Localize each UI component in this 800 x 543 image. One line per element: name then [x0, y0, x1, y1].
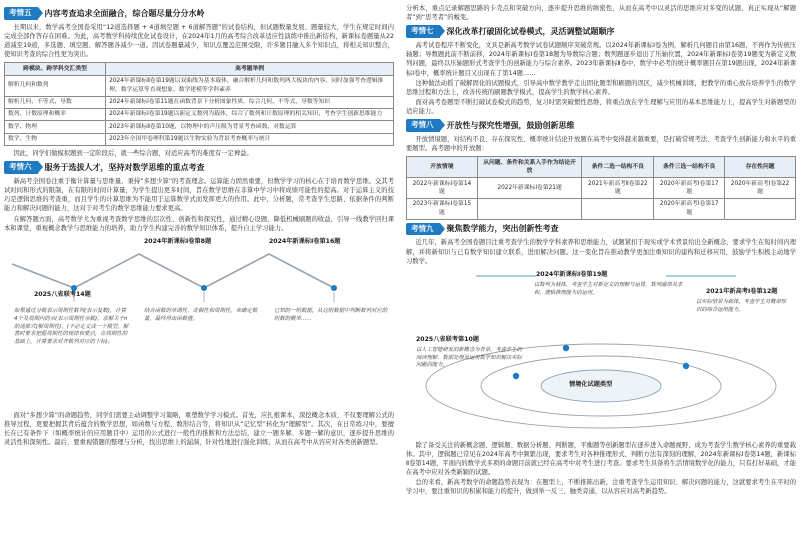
section-header-9 [406, 223, 796, 236]
table-row [5, 133, 394, 145]
diagram-note: 以人工智能研发的新概念为背景，考查学生的阅读理解、数据处理及运用数学知识解决实际问题的能力。 [416, 346, 522, 369]
table-cell: 解析几何和数列 [5, 75, 106, 96]
table-cell [725, 198, 796, 219]
table-row [407, 178, 796, 199]
paragraph: 除了备受关注的新概念题、逻辑题、数据分析题、判断题，平衡题等创新题型在逐步进入命题视野，成为考查学生数学核心素养的重要载体。其中，逻辑题已常见在2024年高考中频繁出现，要求考生对各种推理形式、判断方法有深刻的理解，2024年新课标Ⅰ卷第14题，新课标Ⅱ卷第14题，平面内的数学式多项的命题目前就已经在高考中对考生进行考查。要求考生具备将生活情境数学化的能力，只有打好基础，才能在高考中应对各类新颖的试题。 [406, 441, 796, 477]
table-header: 条件三选一结构不良 [654, 157, 725, 178]
table-cell: 2024年新课标Ⅱ卷第19题以双曲线为基本载体，融合解析几何和数列两大板块的内容，同时加强考查逻辑推理、数学运算等直观想象、数学建模等学科素养 [106, 75, 394, 96]
table-cell: 2022年新课标Ⅰ卷第21题 [477, 178, 582, 199]
right-column [406, 4, 796, 540]
section-tag: 考情九 [406, 223, 440, 236]
section-header-8 [406, 119, 796, 132]
paragraph: 分析本，重点记录解题思路的卡壳点和突破方向，逐步提升思维的缜密性，从而在高考中以灵活的思维应对多变的试题，真正实现从“解题者”到“思考者”的蜕变。 [406, 5, 796, 22]
diagram-label: 2024年新课标Ⅰ卷第19题 [536, 270, 608, 278]
paragraph: 在解答题方面，高考数学尤为重视考查数学思维的层次性、创新性和探究性，通过精心设题，降低机械刷题的收益，引导一线教学回归课本和课堂，重视概念教学与思维能力的培养，助力学生构建完善的数学知识体系，提升自主学习能力。 [4, 215, 394, 232]
paragraph: 这种做法动摇了破解固化的试题模式，引导高中数学教学走出固化题型和刷题的误区，减少机械训练，把教学的重心放在培养学生的数学思维过程和方法上，改善传统的刷题教学模式，提高学生的数学核心素养。 [406, 79, 796, 96]
diagram-note: 如果通过分数表示周期性数列(表示复数)，计算4个及周期内的余(表示周期性余数)，求解关于n的递推式(解周期性)，(不必定义成一个模型，解答时要求把握周期性的规律和要点，在周期性的基础上，计算要求对齐数列对应的下标)。 [14, 307, 129, 346]
section-header-5 [4, 7, 394, 20]
diagram-node [513, 373, 519, 379]
table-cell: 2020年新高考Ⅰ卷第17题 [654, 198, 725, 219]
paragraph: 高考试卷程序不断变化，文具是新高考数学试卷试题顺序突破常规。以2024年新课标Ⅰ卷为例，解析几何题目由第16题，不再作为传统压轴题；导数题此前不断前移，2024年新课标Ⅰ卷第18题为导数综合题；数列题逐步退出了压轴位置，2024年新课标Ⅰ卷第19题变为新定义数列问题，最终以压轴题形式考查学生的创新能力与综合素养。2023年新课标Ⅱ卷中，数学中必考的统计概率题目在第19题出现，2024年新课标Ⅰ卷中，概率统计题目又出现在了第14题…… [406, 42, 796, 77]
section-title: 深化改革打破固化试卷模式，灵活调整试题顺序 [446, 26, 615, 36]
question-type-diagram [406, 268, 796, 438]
section-title: 开放性与探究性增强，鼓励创新思维 [446, 120, 575, 130]
diagram-label: 2021年新高考Ⅰ卷第12题 [706, 287, 778, 295]
table-header: 高考题举例 [106, 63, 394, 75]
paragraph: 近几年，新高考全国卷题目注重考查学生的数学学科素养和思维能力，试题紧扣于现实或学术背景给出全新概念，要求学生在短时间内理解，并将新知识与已有数学知识建立联系，进而解决问题。这一变化旨在推动教学更加注重知识的建构和迁移应用，鼓励学生积极主动地学习数学。 [406, 239, 796, 265]
table-header: 存在性问题 [725, 157, 796, 178]
paragraph: 面对“多想少算”的命题趋势，同学们需要主动调整学习策略，重塑数学学习模式。首先，应扎根课本，深挖概念本质，不仅要理解公式的推导过程，更要把握其背后蕴含的数学思想，如函数与方程、数形结合等，将知识从“记忆型”转化为“理解型”。其次，在日常练习中，要擅长在已有条件下（如概率统计的应用题目中）运用的公式进行一般性的推断和方法总结，建立一题多解、多题一解的意识，逐步提升思维的灵活性和深刻性。最后，要重视错题的整理与分析，找出思维上的漏洞，针对性地进行强化训练，从而在高考中从容应对各类创新题型。 [4, 411, 394, 447]
table-cell: 2020年新高考Ⅰ卷第22题 [725, 178, 796, 199]
table-cell: 2024年新课标Ⅰ卷第11题在函数背景下分析图象性质，综合几何、不等式、导数等知识 [106, 96, 394, 108]
diagram-center-label: 情境化试题类型 [569, 380, 613, 388]
diagram-label: 2024年新课标Ⅰ卷第16题 [269, 237, 341, 245]
section-tag: 考情五 [4, 7, 38, 20]
diagram-label: 2024年新课标Ⅰ卷第8题 [144, 237, 212, 245]
table-cell: 解析几何、不等式、导数 [5, 96, 106, 108]
table-header: 从问题、条件和关系入手作为结论开放 [477, 157, 582, 178]
paragraph: 新高考全国卷注重于衡计算量与思维量，秉持“多想少算”的考查理念。运算能力固然重要，但数学学习的核心在于培育数学思维。交其考试时间和形式的限制，在有限的时间计算量，为学生提出更多时间，旨在数学思维在非算中学习中将成绩可能性的提高。对于运算主义的技巧是逻辑思维的考查重，而且学生的计算思维为不能用于运算数学式而发挥更大的作用。此中，分析题，常考查学生思路、依据条件的判断能力和解决问题的能力，这对于对考生的数学思维能力要求更高。 [4, 178, 394, 213]
table-cell: 2021年新高考Ⅱ卷第22题 [582, 178, 654, 199]
diagram-label: 2025八省联考14题 [34, 290, 91, 298]
section-header-7 [406, 25, 796, 38]
section-title: 服务于选拔人才，坚持对数学思维的重点考查 [44, 162, 205, 172]
table-header: 跨模块、跨学科交汇类型 [5, 63, 106, 75]
section-tag: 考情八 [406, 119, 440, 132]
diagram-label: 2025八省联考第10题 [416, 335, 479, 343]
diagram-node [201, 285, 207, 291]
diagram-node [683, 363, 689, 369]
table-cell: 2023年新课标Ⅱ卷第10题，以物理中的声压级为背景考查函数、对数运算 [106, 121, 394, 133]
table-cell: 2024年新课标Ⅰ卷第19题以新定义数列为载体，综合了数列和计数原理的相关知识，考查学生创新思维能力 [106, 108, 394, 120]
section-tag: 考情七 [406, 25, 440, 38]
exam-trend-diagram [4, 236, 394, 408]
diagram-note: 以数列为载体，考查学生对新定义的理解与运算，数列通项及求和，逻辑推理能力的运用。 [534, 281, 683, 296]
diagram-note: 已知的一组数据，从这组数据中判断数列对应的组数的概率…… [274, 307, 388, 322]
table-row [5, 75, 394, 96]
paragraph: 长期以来，数学高考全国卷采用“12道选择题 + 4道填空题 + 6道解答题”的试卷结构，但试题数量发展、题量较大，学生在规定时间内完成全部作答存在困难。为此，高考数学科持续优化试卷设计，在2024年1月的高考综合改革适应性演练中推出新结构，新课标卷题量从22道减至19道，多选题、填空题、解答题各减少一道。因试卷题量减少，知识点覆盖范围受限，许多题目融入多个知识点，将相关知识整合，使知识考查的综合性更为突出。 [4, 23, 394, 59]
table-cell: 数学、生物 [5, 133, 106, 145]
left-column [4, 4, 394, 540]
diagram-node [563, 345, 569, 351]
diagram-note: 以实际情景为载体，考查学生对概率知识的综合运用能力。 [696, 298, 787, 313]
table-cell: 2020年新高考Ⅰ卷第17题 [654, 178, 725, 199]
table-row [407, 198, 796, 219]
diagram-node [331, 285, 337, 291]
table-cell [477, 198, 582, 219]
paragraph: 开放情境题，对结构不良、存在探究性、概率统计结论开放题在高考中变得越来越重要，是打破常规考法、考查学生创新能力和水平的重要题型。高考题中的开放题： [406, 136, 796, 153]
paragraph: 面对高考卷题型不断打破试卷模式的趋势，复习时需突破惯性思维，将重点放在学生理解与应用的基本思维能力上，提高学生对新题型的适应能力。 [406, 98, 796, 115]
table-cell: 2023年新课标Ⅰ卷第15题 [407, 198, 478, 219]
open-question-table [406, 156, 796, 219]
paragraph: 因此，同学们做模拟题到一定阶段后，就一些综合题，对适应高考的难度有一定裨益。 [13, 150, 253, 158]
cross-module-table [4, 62, 394, 146]
diagram-note: 结合函数的单调性、奇偶性和周期性，来确定数量，最终得出函数值。 [144, 307, 258, 322]
table-header: 条件二选一结构不良 [582, 157, 654, 178]
table-row [5, 121, 394, 133]
table-row [5, 96, 394, 108]
table-cell: 2022年新课标Ⅰ卷第14题 [407, 178, 478, 199]
paragraph: 总的来看，新高考数学的命题趋势表现为：在题型上，不断推陈出新，注重考查学生运用知识、解决问题的能力，这就要求考生在平时的学习中，要注重知识的积累和能力的提升，做到举一反三、触类旁通，以从容应对高考新趋势。 [406, 479, 796, 496]
table-header: 开放情境 [407, 157, 478, 178]
table-row [5, 108, 394, 120]
section-title: 内容考查追求全面融合，综合题尽量分分水岭 [44, 8, 205, 18]
table-cell [582, 198, 654, 219]
table-cell: 2023年全国甲卷理科第19题以生物实验为背景考查概率与统计 [106, 133, 394, 145]
section-title: 聚焦数学能力，突出创新性考查 [446, 224, 559, 234]
section-header-6 [4, 161, 394, 174]
section-tag: 考情六 [4, 161, 38, 174]
table-cell: 数列、计数原理和概率 [5, 108, 106, 120]
table-cell: 数学、物理 [5, 121, 106, 133]
